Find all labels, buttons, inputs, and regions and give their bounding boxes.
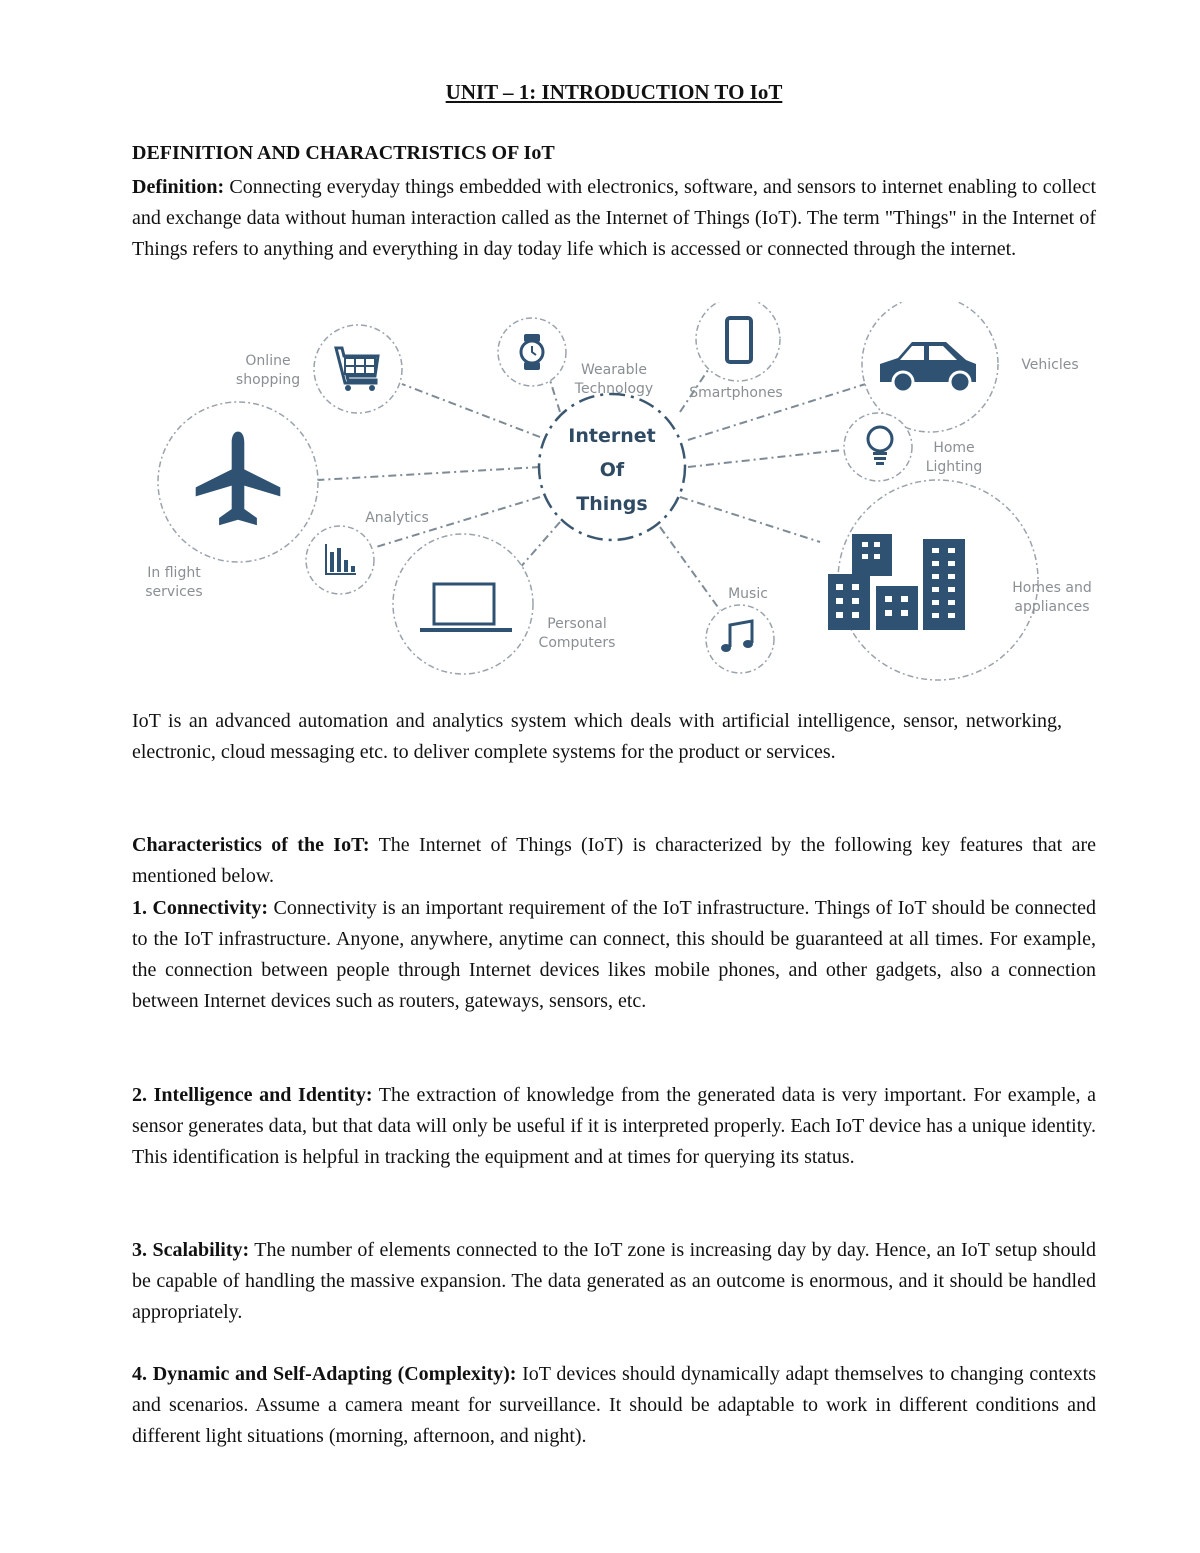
node-label: Wearable xyxy=(581,362,647,378)
center-label-line2: Of xyxy=(599,459,625,481)
node-label: Personal xyxy=(547,616,607,632)
node-label: Home xyxy=(933,440,975,456)
node-label: appliances xyxy=(1014,599,1090,615)
node-label: shopping xyxy=(235,372,301,388)
characteristic-item xyxy=(132,893,1096,1017)
characteristic-item xyxy=(132,1235,1096,1328)
definition-paragraph xyxy=(132,172,1096,265)
characteristic-item xyxy=(132,1080,1096,1173)
characteristic-text: The extraction of knowledge from the generated data is very important. For example, a sensor generates data, but that data will only be useful if it is interpreted properly. Each IoT device has a unique identity. This identification is helpful in tracking the equipment and at times for querying its status. xyxy=(132,1084,1097,1168)
characteristics-intro xyxy=(132,830,1096,892)
node-label: Vehicles xyxy=(1021,357,1079,373)
node-label: Homes and xyxy=(1012,580,1092,596)
node-label: Analytics xyxy=(365,510,429,526)
node-label: services xyxy=(145,584,203,600)
watch-icon xyxy=(521,334,543,370)
definition-text: Connecting everyday things embedded with electronics, software, and sensors to internet enabling to collect and exchange data without human interaction called as the Internet of Things (IoT). The term "Things" in the Internet of Things refers to anything and everything in day today life which is accessed or connected through the internet. xyxy=(132,176,1096,260)
node-label: Lighting xyxy=(925,459,983,475)
characteristic-text: Connectivity is an important requirement of the IoT infrastructure. Things of IoT should be connected to the IoT infrastructure. Anyone, anywhere, anytime can connect, this should be guaranteed at all times. For example, the connection between people through Internet devices likes mobile phones, and other gadgets, also a connection between Internet devices such as routers, gateways, sensors, etc. xyxy=(132,897,1096,1012)
node-label: Smartphones xyxy=(689,385,783,401)
center-label-line1: Internet xyxy=(568,425,656,447)
node-label: Technology xyxy=(574,381,654,397)
node-label: Computers xyxy=(538,635,616,651)
characteristic-label: 1. Connectivity: xyxy=(132,897,269,919)
characteristics-intro-text: The Internet of Things (IoT) is characterized by the following key features that are mentioned below. xyxy=(132,834,1096,887)
iot-diagram xyxy=(140,302,1100,682)
definition-label: Definition: xyxy=(132,176,225,198)
characteristic-text: The number of elements connected to the IoT zone is increasing day by day. Hence, an IoT setup should be capable of handling the massive expansion. The data generated as an outcome is enormous, and it should be handled appropriately. xyxy=(132,1239,1097,1323)
center-label-line3: Things xyxy=(576,493,648,515)
node-label: In flight xyxy=(147,565,201,581)
intro-paragraph: IoT is an advanced automation and analytics system which deals with artificial intelligence, sensor, networking, electronic, cloud messaging etc. to deliver complete systems for the product or services. xyxy=(132,710,1062,763)
node-label: Music xyxy=(728,586,768,602)
characteristic-label: 3. Scalability: xyxy=(132,1239,250,1261)
characteristic-text: IoT devices should dynamically adapt themselves to changing contexts and scenarios. Assume a camera meant for surveillance. It should be adaptable to work in different conditions and different light situations (morning, afternoon, and night). xyxy=(132,1363,1096,1447)
characteristic-label: 2. Intelligence and Identity: xyxy=(132,1084,373,1106)
section-heading: DEFINITION AND CHARACTRISTICS OF IoT xyxy=(132,142,555,164)
characteristics-label: Characteristics of the IoT: xyxy=(132,834,370,856)
characteristic-item xyxy=(132,1359,1096,1452)
node-label: Online xyxy=(245,353,291,369)
page-title: UNIT – 1: INTRODUCTION TO IoT xyxy=(445,80,783,104)
characteristic-label: 4. Dynamic and Self-Adapting (Complexity): xyxy=(132,1363,517,1385)
